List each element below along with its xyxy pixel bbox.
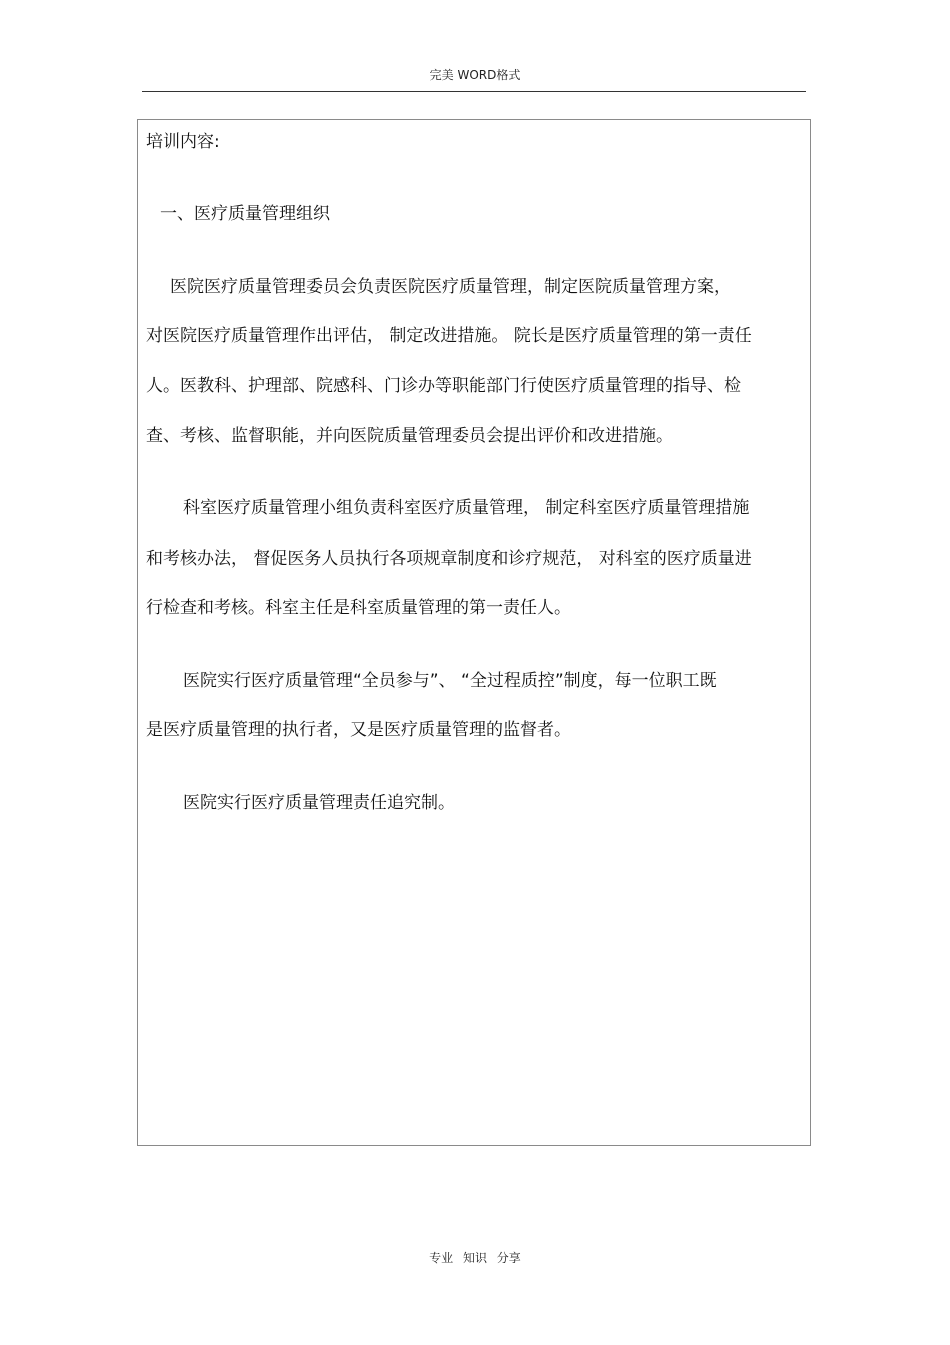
paragraph-1-line-1: 医院医疗质量管理委员会负责医院医疗质量管理，制定医院质量管理方案， bbox=[170, 277, 731, 297]
section-heading: 一、医疗质量管理组织 bbox=[160, 204, 330, 224]
paragraph-2-line-2: 和考核办法， 督促医务人员执行各项规章制度和诊疗规范， 对科室的医疗质量进 bbox=[146, 549, 752, 569]
page-footer: 专业 知识 分享 bbox=[429, 1251, 521, 1265]
paragraph-1-line-2: 对医院医疗质量管理作出评估， 制定改进措施。 院长是医疗质量管理的第一责任 bbox=[146, 326, 752, 346]
paragraph-2-line-1: 科室医疗质量管理小组负责科室医疗质量管理， 制定科室医疗质量管理措施 bbox=[183, 498, 750, 518]
training-content-label: 培训内容: bbox=[146, 132, 220, 152]
paragraph-3-line-1: 医院实行医疗质量管理“全员参与”、 “全过程质控”制度，每一位职工既 bbox=[183, 671, 717, 691]
paragraph-3-line-2: 是医疗质量管理的执行者，又是医疗质量管理的监督者。 bbox=[146, 720, 571, 740]
paragraph-2-line-3: 行检查和考核。科室主任是科室质量管理的第一责任人。 bbox=[146, 598, 571, 618]
content-table-cell bbox=[137, 119, 811, 1146]
header-divider bbox=[142, 91, 806, 92]
paragraph-1-line-3: 人。医教科、护理部、院感科、门诊办等职能部门行使医疗质量管理的指导、检 bbox=[146, 376, 741, 396]
paragraph-4-line-1: 医院实行医疗质量管理责任追究制。 bbox=[183, 793, 455, 813]
paragraph-1-line-4: 查、考核、监督职能，并向医院质量管理委员会提出评价和改进措施。 bbox=[146, 426, 673, 446]
page-header: 完美 WORD格式 bbox=[429, 68, 521, 82]
